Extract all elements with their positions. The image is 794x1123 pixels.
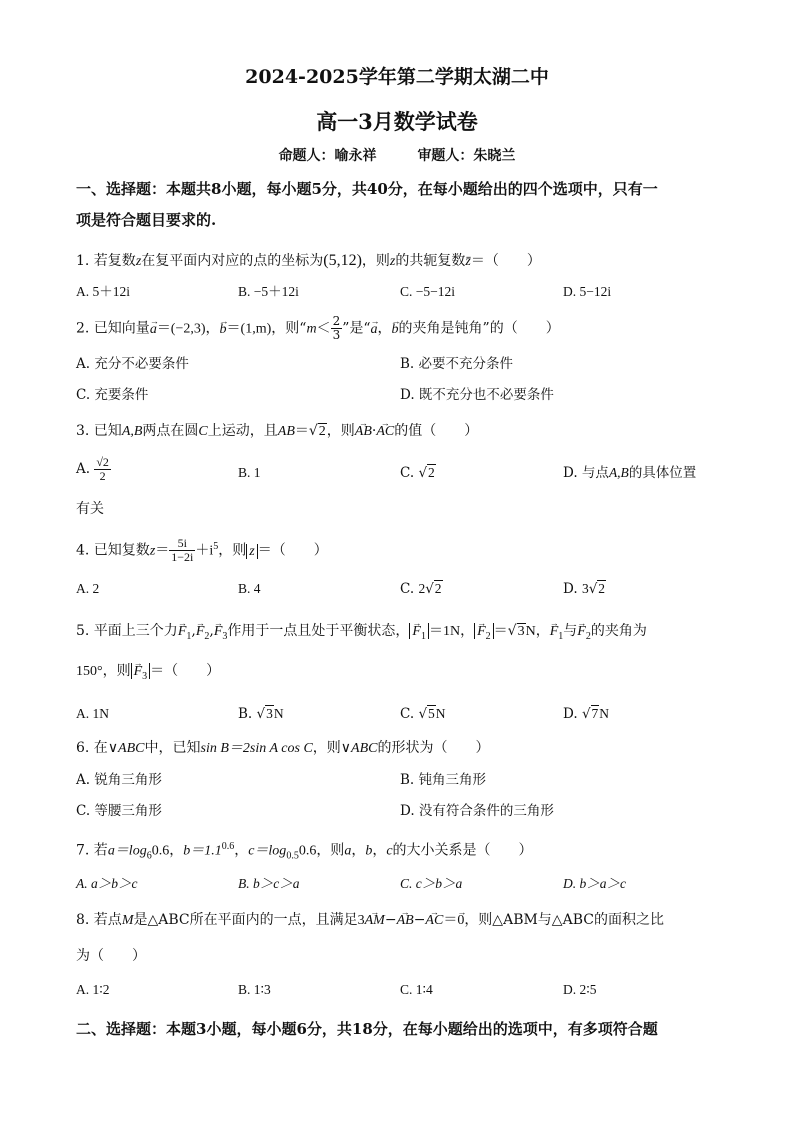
q6-option-a[interactable]: A. 锐角三角形 — [76, 772, 162, 788]
q4-option-b[interactable]: B. 4 — [238, 581, 261, 596]
question-3-option-d-tail: 有关 — [76, 501, 104, 517]
q7-option-c[interactable]: C. c＞b＞a — [400, 876, 463, 891]
question-6-options-row-2 — [76, 800, 716, 824]
setter: 命题人：喻永祥 — [278, 148, 377, 164]
q2-option-d[interactable]: D. 既不充分也不必要条件 — [400, 387, 554, 403]
reviewer: 审题人：朱晓兰 — [417, 148, 516, 164]
q2-option-c[interactable]: C. 充要条件 — [76, 387, 149, 403]
question-8: 8. 若点M是△ABC所在平面内的一点，且满足3→ AM−→ AB−→ AC＝→ 0，则△ABM与△ABC的面积之比 — [76, 909, 716, 932]
q7-option-b[interactable]: B. b＞c＞a — [238, 876, 300, 891]
q3-option-c[interactable]: C. √2 — [400, 465, 435, 481]
q5-option-b[interactable]: B. √3N — [238, 706, 284, 722]
question-4: 4. 已知复数z＝ $\frac{5i}{1-2i}$ $+i^5$，则 z ＝（ ） — [76, 536, 328, 565]
question-6: 6. 在∨ABC中，已知sin B＝2sin A cos C，则∨ABC的形状为（ ） — [76, 740, 490, 756]
question-8-options — [76, 979, 716, 1003]
q1-option-d[interactable]: D. 5−12i — [563, 284, 612, 299]
q5-option-d[interactable]: D. √7N — [563, 706, 610, 722]
question-6-options-row-1 — [76, 769, 716, 793]
question-7: 7. 若$a=\log_60.6$，$b=1.1^{0.6}$，$c=\log_{0.5}0.6$，则a，b，c的大小关系是（ ） — [76, 841, 533, 862]
q1-option-b[interactable]: B. −5＋12i — [238, 284, 299, 299]
q8-option-c[interactable]: C. 1∶4 — [400, 982, 433, 997]
q8-option-d[interactable]: D. 2∶5 — [563, 982, 597, 997]
q8-option-b[interactable]: B. 1∶3 — [238, 982, 271, 997]
question-3-options — [76, 456, 716, 492]
q3-option-b[interactable]: B. 1 — [238, 465, 261, 480]
question-5-options — [76, 703, 716, 727]
question-7-options — [76, 873, 716, 897]
q4-option-d[interactable]: D. 3√2 — [563, 581, 606, 597]
question-1: 1. 若复数z在复平面内对应的点的坐标为(5,12)，则z的共轭复数z̄＝（ ） — [76, 252, 541, 269]
question-2-options-row-2 — [76, 384, 716, 408]
question-3: 3. 已知A,B两点在圆C上运动，且AB＝√2，则→ AB·→ AC的值（ ） — [76, 420, 716, 443]
author-line — [0, 145, 794, 165]
exam-title: 高一3月数学试卷 — [316, 109, 478, 134]
q8-option-a[interactable]: A. 1∶2 — [76, 982, 110, 997]
q6-option-b[interactable]: B. 钝角三角形 — [400, 772, 487, 788]
question-4-options — [76, 578, 716, 602]
q2-option-b[interactable]: B. 必要不充分条件 — [400, 356, 514, 372]
question-5-line-2: 150°，则→ $F_3$ ＝（ ） — [76, 660, 716, 688]
section-1-heading: 一、选择题：本题共8小题，每小题5分，共40分，在每小题给出的四个选项中，只有一 项是符合题目要求的. — [76, 180, 658, 229]
q5-option-a[interactable]: A. 1N — [76, 706, 109, 721]
q1-option-c[interactable]: C. −5−12i — [400, 284, 455, 299]
q1-option-a[interactable]: A. 5＋12i — [76, 284, 130, 299]
question-8-line-2: 为（ ） — [76, 948, 146, 964]
q3-option-a[interactable]: A. $\frac{√2}{2}$ — [76, 455, 109, 483]
question-2-options-row-1 — [76, 353, 716, 377]
q7-option-a[interactable]: A. a＞b＞c — [76, 876, 138, 891]
q2-option-a[interactable]: A. 充分不必要条件 — [76, 356, 189, 372]
q3-option-d[interactable]: D. 与点A,B的具体位置 — [563, 465, 697, 481]
question-2: 2. 已知向量→ a＝(−2,3)，→ b＝(1,m)，则“m＜ $\frac{2}{3}$ ”是“→ a，→ b的夹角是钝角”的（ ） — [76, 315, 716, 342]
question-5: 5. 平面上三个力→ $F_1,\to F_2,\to F_3$作用于一点且处于平衡状态，→ $F_1 =1N$，→ $F_2 =√3N$，→ $F_1$与→ $F_2$的夹角为 — [76, 620, 716, 648]
section-2-heading: 二、选择题：本题3小题，每小题6分，共18分，在每小题给出的选项中，有多项符合题 — [76, 1020, 658, 1038]
q4-option-c[interactable]: C. 2√2 — [400, 581, 442, 597]
q4-option-a[interactable]: A. 2 — [76, 581, 100, 596]
q7-option-d[interactable]: D. b＞a＞c — [563, 876, 626, 891]
q5-option-c[interactable]: C. √5N — [400, 706, 446, 722]
q6-option-d[interactable]: D. 没有符合条件的三角形 — [400, 803, 554, 819]
q6-option-c[interactable]: C. 等腰三角形 — [76, 803, 162, 819]
exam-school-title: 2024-2025学年第二学期太湖二中 — [245, 66, 549, 88]
question-1-options — [76, 281, 716, 305]
